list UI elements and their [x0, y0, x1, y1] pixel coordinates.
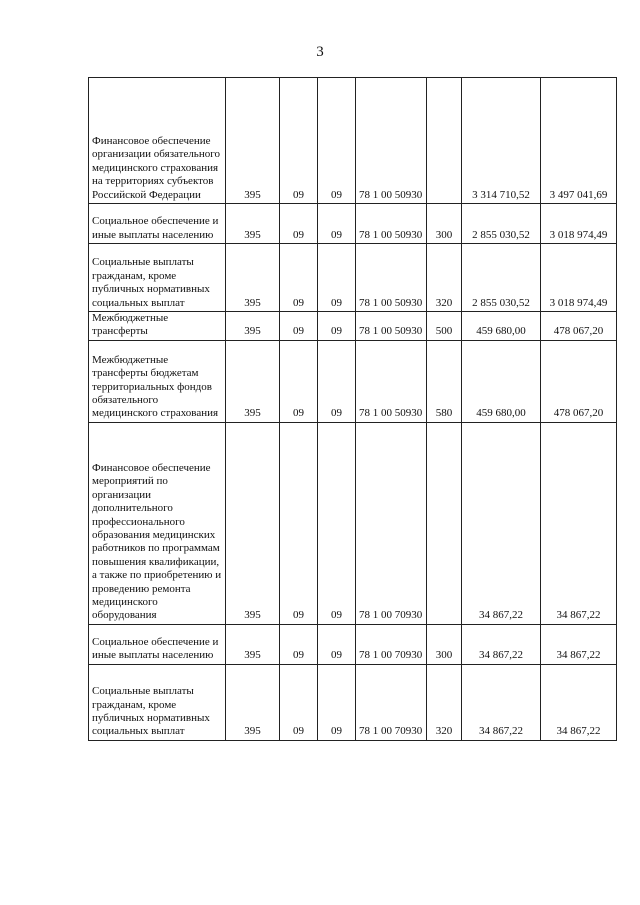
- row-rz: 09: [280, 204, 318, 244]
- row-rz: 09: [280, 340, 318, 422]
- row-name: Социальное обеспечение и иные выплаты населению: [89, 624, 226, 664]
- row-rz: 09: [280, 624, 318, 664]
- row-name: Финансовое обеспечение мероприятий по организации дополнительного профессионального образования медицинских работников по программам повышения квалификации, а также по приобретению и проведению ремонта медицинского оборудования: [89, 422, 226, 624]
- row-csr: 78 1 00 50930: [356, 78, 427, 204]
- row-ved: 395: [226, 312, 280, 341]
- row-name: Социальное обеспечение и иные выплаты населению: [89, 204, 226, 244]
- row-year2: 34 867,22: [541, 664, 617, 740]
- row-pr: 09: [318, 340, 356, 422]
- row-csr: 78 1 00 50930: [356, 244, 427, 312]
- row-csr: 78 1 00 70930: [356, 422, 427, 624]
- row-pr: 09: [318, 244, 356, 312]
- row-year2: 34 867,22: [541, 624, 617, 664]
- row-year2: 3 497 041,69: [541, 78, 617, 204]
- row-year2: 478 067,20: [541, 312, 617, 341]
- row-csr: 78 1 00 70930: [356, 664, 427, 740]
- row-year1: 3 314 710,52: [462, 78, 541, 204]
- row-ved: 395: [226, 244, 280, 312]
- row-year2: 34 867,22: [541, 422, 617, 624]
- row-pr: 09: [318, 204, 356, 244]
- row-year1: 459 680,00: [462, 312, 541, 341]
- row-vr: 300: [427, 624, 462, 664]
- row-csr: 78 1 00 50930: [356, 340, 427, 422]
- row-ved: 395: [226, 422, 280, 624]
- row-rz: 09: [280, 664, 318, 740]
- row-ved: 395: [226, 78, 280, 204]
- table-row: [89, 422, 617, 624]
- row-name: Финансовое обеспечение организации обязательного медицинского страхования на территориях субъектов Российской Федерации: [89, 78, 226, 204]
- row-year1: 2 855 030,52: [462, 244, 541, 312]
- table-row: [89, 78, 617, 204]
- row-year2: 478 067,20: [541, 340, 617, 422]
- row-vr: 320: [427, 664, 462, 740]
- row-ved: 395: [226, 624, 280, 664]
- row-vr: [427, 422, 462, 624]
- budget-table: [88, 77, 617, 741]
- row-vr: 300: [427, 204, 462, 244]
- row-pr: 09: [318, 78, 356, 204]
- table-row: [89, 204, 617, 244]
- page-number: 3: [316, 44, 324, 60]
- row-rz: 09: [280, 422, 318, 624]
- row-year1: 34 867,22: [462, 422, 541, 624]
- row-pr: 09: [318, 312, 356, 341]
- row-pr: 09: [318, 624, 356, 664]
- table-row: [89, 340, 617, 422]
- row-rz: 09: [280, 244, 318, 312]
- row-csr: 78 1 00 50930: [356, 204, 427, 244]
- row-year1: 34 867,22: [462, 624, 541, 664]
- row-csr: 78 1 00 50930: [356, 312, 427, 341]
- table-row: [89, 664, 617, 740]
- table-row: [89, 244, 617, 312]
- table-row: [89, 624, 617, 664]
- row-name: Социальные выплаты гражданам, кроме публичных нормативных социальных выплат: [89, 664, 226, 740]
- row-year2: 3 018 974,49: [541, 244, 617, 312]
- row-year2: 3 018 974,49: [541, 204, 617, 244]
- row-name: Межбюджетные трансферты: [89, 312, 226, 341]
- row-name: Межбюджетные трансферты бюджетам территориальных фондов обязательного медицинского страхования: [89, 340, 226, 422]
- row-rz: 09: [280, 312, 318, 341]
- row-vr: 580: [427, 340, 462, 422]
- row-pr: 09: [318, 664, 356, 740]
- row-ved: 395: [226, 204, 280, 244]
- row-name: Социальные выплаты гражданам, кроме публичных нормативных социальных выплат: [89, 244, 226, 312]
- row-ved: 395: [226, 340, 280, 422]
- row-ved: 395: [226, 664, 280, 740]
- row-pr: 09: [318, 422, 356, 624]
- row-year1: 34 867,22: [462, 664, 541, 740]
- row-rz: 09: [280, 78, 318, 204]
- row-year1: 2 855 030,52: [462, 204, 541, 244]
- row-vr: 500: [427, 312, 462, 341]
- row-vr: [427, 78, 462, 204]
- table-row: [89, 312, 617, 341]
- row-year1: 459 680,00: [462, 340, 541, 422]
- row-csr: 78 1 00 70930: [356, 624, 427, 664]
- row-vr: 320: [427, 244, 462, 312]
